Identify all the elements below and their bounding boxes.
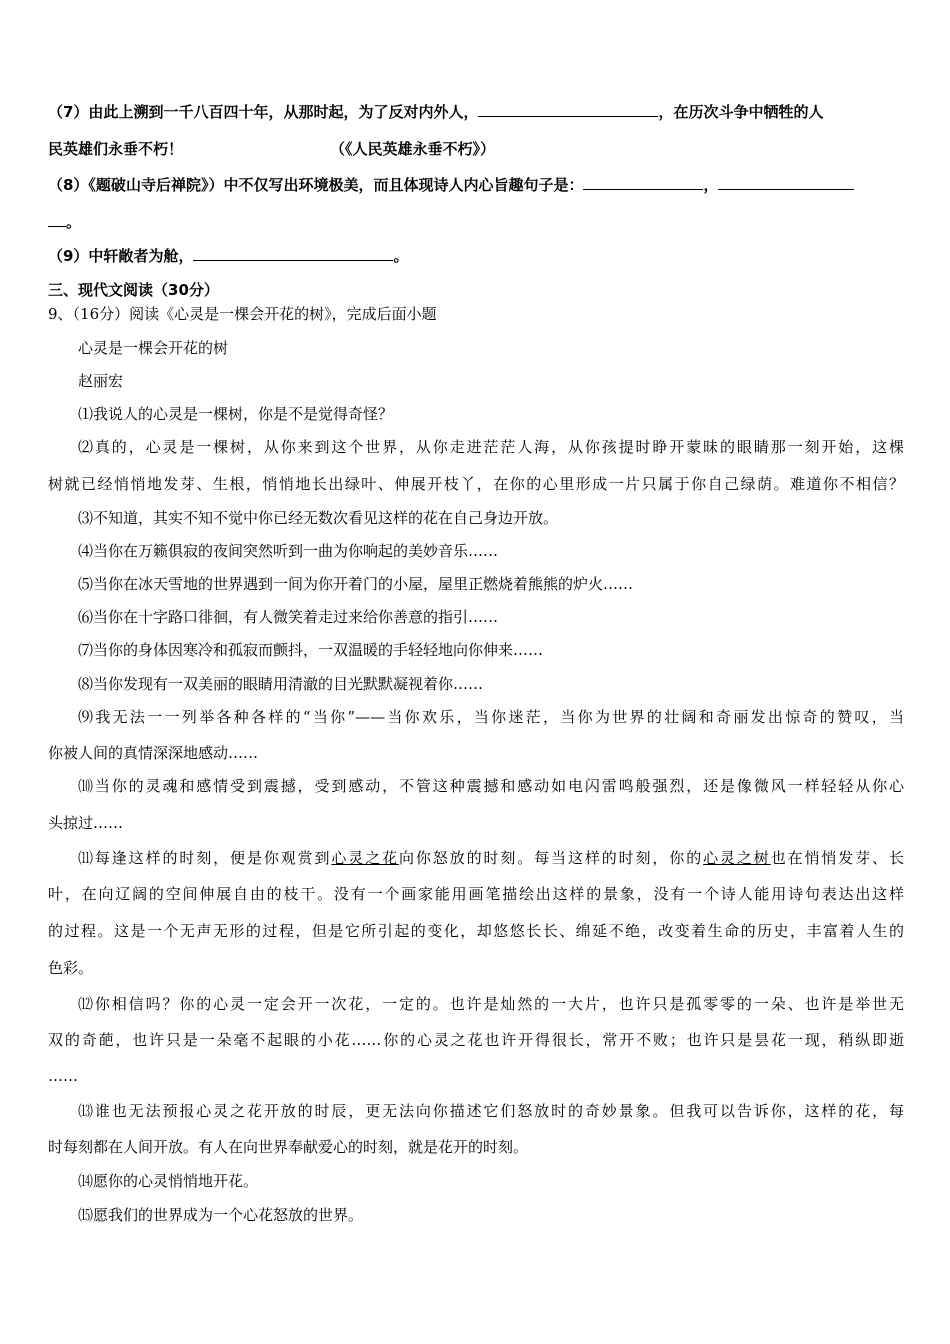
paragraph-13-line-1: ⒀谁也无法预报心灵之花开放的时辰，更无法向你描述它们怒放时的奇妙景象。但我可以告诉你，这样的花，每 bbox=[78, 1102, 904, 1120]
q7-line1 bbox=[48, 102, 823, 122]
paragraph-8: ⑻当你发现有一双美丽的眼睛用清澈的目光默默凝视着你…… bbox=[78, 675, 484, 693]
paragraph-11-line-4: 色彩。 bbox=[48, 959, 94, 977]
paragraph-11-line-3: 的过程。这是一个无声无形的过程，但是它所引起的变化，却悠悠长长、绵延不绝，改变着生命的历史，丰富着人生的 bbox=[48, 922, 904, 940]
q8-answer-blank-1[interactable] bbox=[583, 175, 703, 190]
underlined-phrase-tree: 心灵之树 bbox=[703, 849, 771, 867]
underlined-phrase-flower: 心灵之花 bbox=[331, 849, 399, 867]
q9-end: 。 bbox=[393, 247, 409, 265]
paragraph-4: ⑷当你在万籁俱寂的夜间突然听到一曲为你响起的美妙音乐…… bbox=[78, 542, 499, 560]
q7-source: （《人民英雄永垂不朽》） bbox=[330, 140, 496, 158]
paragraph-15: ⒂愿我们的世界成为一个心花怒放的世界。 bbox=[78, 1206, 364, 1224]
paragraph-10-line-2: 头掠过…… bbox=[48, 814, 124, 832]
q9-line bbox=[48, 246, 408, 266]
p11-text-1: ⑾每逢这样的时刻，便是你观赏到 bbox=[78, 849, 332, 867]
paragraph-11-line-2: 叶，在向辽阔的空间伸展自由的枝干。没有一个画家能用画笔描绘出这样的景象，没有一个诗人能用诗句表达出这样 bbox=[48, 885, 904, 903]
q8-answer-blank-2[interactable] bbox=[718, 175, 854, 190]
q8-end: 。 bbox=[66, 213, 82, 231]
q7-line2 bbox=[48, 139, 183, 159]
article-title: 心灵是一棵会开花的树 bbox=[78, 339, 229, 357]
q9-text: （9）中轩敞者为舱， bbox=[48, 247, 194, 265]
paragraph-12-line-3: …… bbox=[48, 1067, 78, 1085]
q7-text-c: 民英雄们永垂不朽！ bbox=[48, 140, 184, 158]
q7-answer-blank[interactable] bbox=[478, 102, 658, 117]
paragraph-6: ⑹当你在十字路口徘徊，有人微笑着走过来给你善意的指引…… bbox=[78, 608, 499, 626]
q7-text-b: ，在历次斗争中牺牲的人 bbox=[658, 103, 824, 121]
paragraph-10-line-1: ⑽当你的灵魂和感情受到震撼，受到感动，不管这种震撼和感动如电闪雷鸣般强烈，还是像微风一样轻轻从你心 bbox=[78, 777, 904, 795]
paragraph-12-line-1: ⑿你相信吗？你的心灵一定会开一次花，一定的。也许是灿然的一大片，也许只是孤零零的一朵、也许是举世无 bbox=[78, 995, 904, 1013]
q9-answer-blank[interactable] bbox=[193, 246, 393, 261]
q8-answer-blank-2-cont[interactable] bbox=[48, 212, 66, 227]
q8-text: （8）《题破山寺后禅院》）中不仅写出环境极美，而且体现诗人内心旨趣句子是： bbox=[48, 176, 584, 194]
paragraph-9-line-1: ⑼我无法一一列举各种各样的“当你”——当你欢乐，当你迷茫，当你为世界的壮阔和奇丽发出惊奇的赞叹，当 bbox=[78, 708, 904, 726]
q8-line1 bbox=[48, 175, 854, 195]
q8-separator: ， bbox=[703, 176, 719, 194]
paragraph-13-line-2: 时每刻都在人间开放。有人在向世界奉献爱心的时刻，就是花开的时刻。 bbox=[48, 1138, 529, 1156]
paragraph-3: ⑶不知道，其实不知不觉中你已经无数次看见这样的花在自己身边开放。 bbox=[78, 509, 559, 527]
paragraph-5: ⑸当你在冰天雪地的世界遇到一间为你开着门的小屋，屋里正燃烧着熊熊的炉火…… bbox=[78, 575, 634, 593]
paragraph-14: ⒁愿你的心灵悄悄地开花。 bbox=[78, 1172, 259, 1190]
p11-text-2: 向你怒放的时刻。每当这样的时刻，你的 bbox=[399, 849, 704, 867]
q7-text-a: （7）由此上溯到一千八百四十年，从那时起，为了反对内外人， bbox=[48, 103, 479, 121]
paragraph-11-line-1 bbox=[78, 848, 904, 868]
article-author: 赵丽宏 bbox=[78, 372, 124, 390]
paragraph-1: ⑴我说人的心灵是一棵树，你是不是觉得奇怪？ bbox=[78, 405, 394, 423]
paragraph-12-line-2: 双的奇葩，也许只是一朵毫不起眼的小花……你的心灵之花也许开得很长，常开不败；也许只是昙花一现，稍纵即逝 bbox=[48, 1031, 904, 1049]
paragraph-2-line-1: ⑵真的，心灵是一棵树，从你来到这个世界，从你走进茫茫人海，从你孩提时睁开蒙昧的眼睛那一刻开始，这棵 bbox=[78, 438, 904, 456]
question-prompt: 9、（16分）阅读《心灵是一棵会开花的树》，完成后面小题 bbox=[48, 305, 437, 323]
q8-line2 bbox=[48, 212, 81, 232]
p11-text-3: 也在悄悄发芽、长 bbox=[770, 849, 904, 867]
paragraph-7: ⑺当你的身体因寒冷和孤寂而颤抖，一双温暖的手轻轻地向你伸来…… bbox=[78, 641, 544, 659]
paragraph-9-line-2: 你被人间的真情深深地感动…… bbox=[48, 744, 259, 762]
paragraph-2-line-2: 树就已经悄悄地发芽、生根，悄悄地长出绿叶、伸展开枝丫，在你的心里形成一片只属于你自己绿荫。难道你不相信？ bbox=[48, 475, 904, 493]
section-title: 三、现代文阅读（30分） bbox=[48, 281, 219, 299]
